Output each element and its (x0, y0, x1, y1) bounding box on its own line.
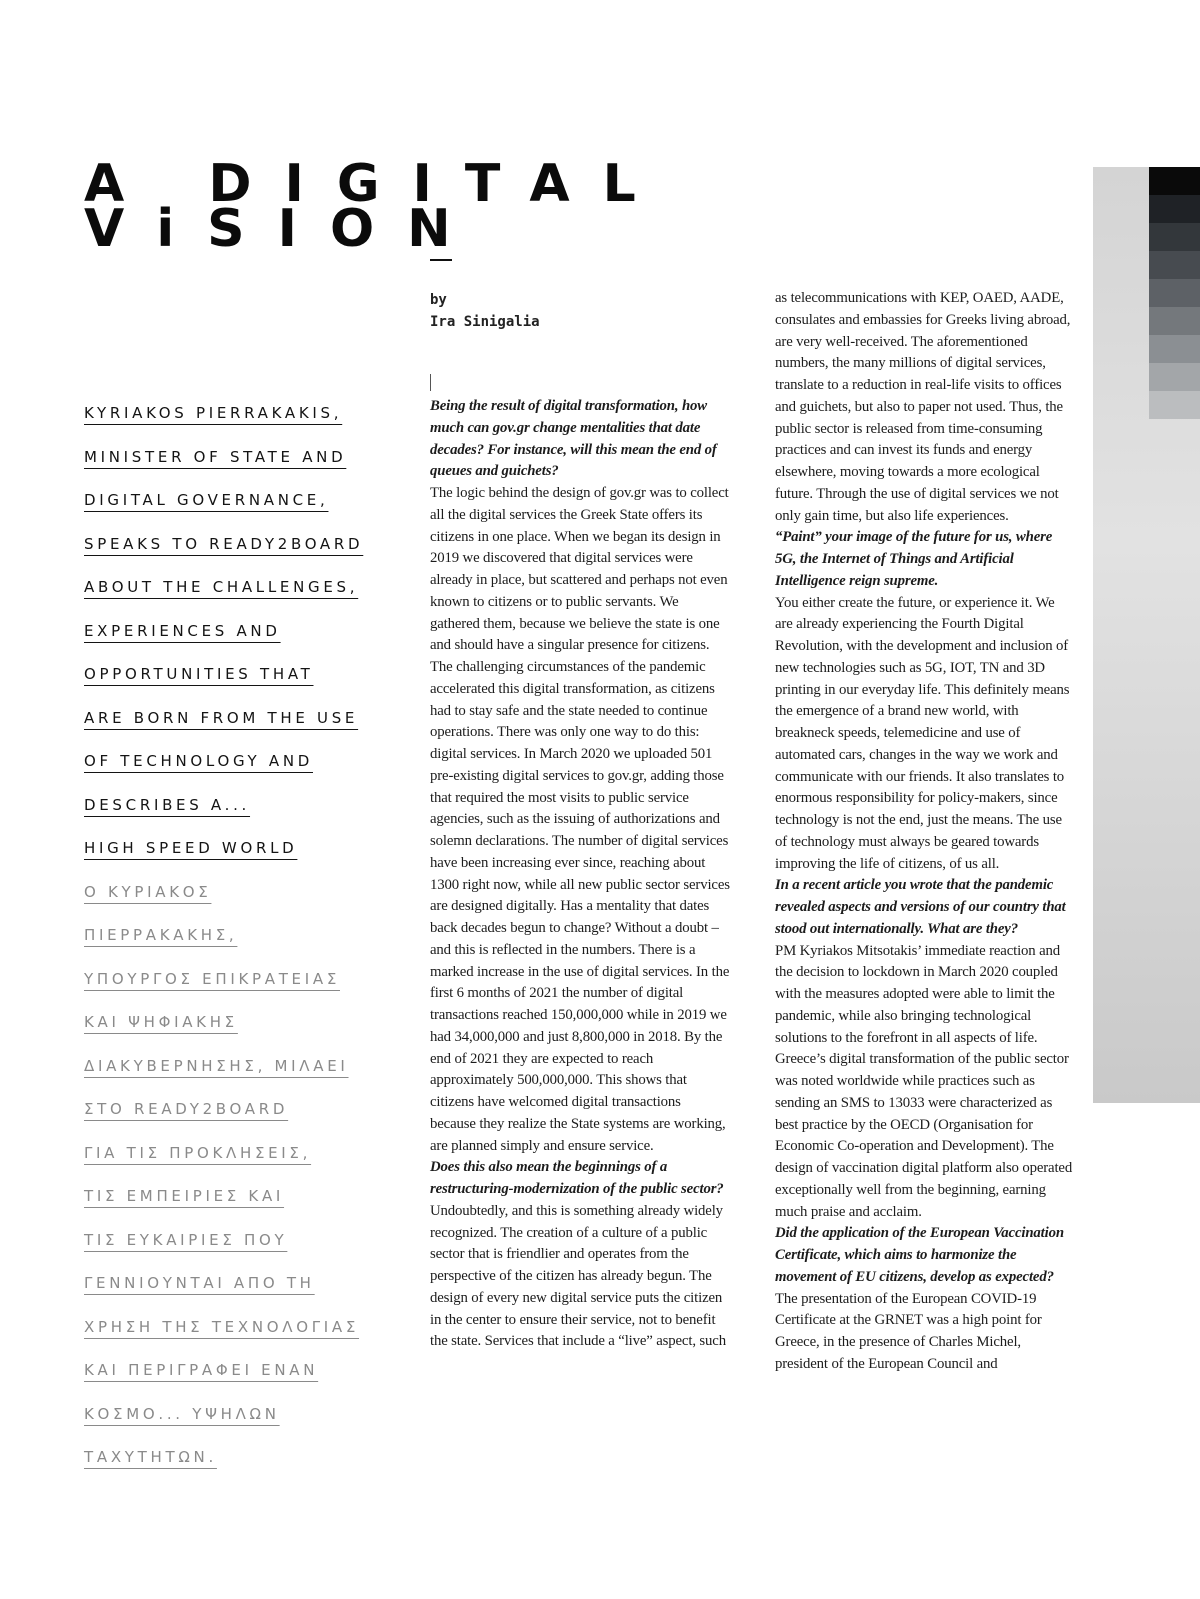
intro-line (84, 653, 384, 697)
byline (430, 289, 540, 333)
color-swatch (1149, 307, 1200, 335)
color-swatch (1149, 335, 1200, 363)
color-swatch (1149, 279, 1200, 307)
intro-line-text: EXPERIENCES AND (84, 621, 281, 640)
intro-line (84, 914, 384, 958)
interview-question: Did the application of the European Vaccination Certificate, which aims to harmonize the movement of EU citizens, develop as expected? (775, 1225, 1064, 1285)
color-swatch (1149, 223, 1200, 251)
quote-marker (430, 374, 431, 391)
intro-line-text: OF TECHNOLOGY AND (84, 752, 313, 770)
intro-line (84, 1306, 384, 1350)
intro-line-text: SPEAKS TO READY2BOARD (84, 534, 364, 553)
byline-author: Ira Sinigalia (430, 314, 540, 330)
intro-line-text: DIGITAL GOVERNANCE, (84, 491, 329, 509)
intro-line (84, 1349, 384, 1393)
intro-line-text: ΔΙΑΚΥΒΕΡΝΗΣΗΣ, ΜΙΛΑΕΙ (84, 1056, 349, 1075)
color-swatch (1149, 167, 1200, 195)
intro-line (84, 1175, 384, 1219)
title-line-1: A DIGITAL (84, 154, 669, 214)
color-swatch (1149, 391, 1200, 419)
intro-line-text: ΓΙΑ ΤΙΣ ΠΡΟΚΛΗΣΕΙΣ, (84, 1143, 312, 1162)
intro-line (84, 958, 384, 1002)
interview-question: Being the result of digital transformation, how much can gov.gr change mentalities that date decades? For instance, will this mean the end of queues and guichets? (430, 398, 717, 480)
intro-line (84, 827, 384, 871)
intro-line-text: ΤΙΣ ΕΜΠΕΙΡΙΕΣ ΚΑΙ (84, 1187, 285, 1205)
interview-question: In a recent article you wrote that the pandemic revealed aspects and versions of our country that stood out internationally. What are they? (775, 877, 1066, 937)
intro-line (84, 479, 384, 523)
article-title (84, 154, 669, 259)
intro-line-text: ΠΙΕΡΡΑΚΑΚΗΣ, (84, 926, 238, 944)
intro-line (84, 1132, 384, 1176)
interview-answer: The presentation of the European COVID-19 Certificate at the GRNET was a high point for Greece, in the presence of Charles Michel, president of the European Council and (775, 1290, 1042, 1372)
intro-line-text: Ο ΚΥΡΙΑΚΟΣ (84, 882, 212, 901)
intro-line (84, 610, 384, 654)
article-column-2 (775, 288, 1075, 1376)
intro-line-text: ΓΕΝΝΙΟΥΝΤΑΙ ΑΠΟ ΤΗ (84, 1274, 315, 1292)
intro-line (84, 1262, 384, 1306)
color-swatch (1149, 251, 1200, 279)
color-swatch-strip (1149, 167, 1200, 419)
intro-line-text: ΣΤΟ READY2BOARD (84, 1100, 289, 1118)
interview-answer: Undoubtedly, and this is something already widely recognized. The creation of a culture of a public sector that is friendlier and operates from the perspective of the citizen has already begun. The design of every new digital service puts the citizen in the center to ensure their service, not to benefit the state. Services that include a “live” aspect, such (430, 1202, 726, 1350)
color-swatch (1149, 363, 1200, 391)
intro-line (84, 392, 384, 436)
intro-line (84, 784, 384, 828)
intro-line (84, 523, 384, 567)
intro-line-text: HIGH SPEED WORLD (84, 839, 298, 857)
intro-line (84, 1219, 384, 1263)
intro-line-text: ΤΙΣ ΕΥΚΑΙΡΙΕΣ ΠΟΥ (84, 1230, 288, 1249)
intro-line-text: ABOUT THE CHALLENGES, (84, 578, 359, 596)
intro-line-text: MINISTER OF STATE AND (84, 447, 347, 466)
intro-line-text: ΧΡΗΣΗ ΤΗΣ ΤΕΧΝΟΛΟΓΙΑΣ (84, 1317, 360, 1336)
intro-line (84, 436, 384, 480)
interview-answer: The logic behind the design of gov.gr was to collect all the digital services the Greek State offers its citizens in one place. When we began its design in 2019 we discovered that digital services were already in place, but scattered and perhaps not even known to citizens or to public servants. We gathered them, because we believe the state is one and should have a singular presence for citizens. The challenging circumstances of the pandemic accelerated this digital transformation, as citizens had to stay safe and the state needed to continue operations. There was only one way to do this: digital services. In March 2020 we uploaded 501 pre-existing digital services to gov.gr, adding those that required the most visits to public service agencies, such as the issuing of authorizations and solemn declarations. The number of digital services have been increasing ever since, reaching about 1300 right now, while all new public sector services are designed digitally. Has a mentality that dates back decades begun to change? Without a doubt – and this is reflected in the numbers. There is a marked increase in the use of digital services. In the first 6 months of 2021 the number of digital transactions reached 150,000,000 while in 2019 we had 34,000,000 and just 8,800,000 in 2018. By the end of 2021 they are expected to reach approximately 500,000,000. This shows that citizens have welcomed digital transactions because they realize the State systems are working, are planned simply and ensure service. (430, 485, 730, 1154)
intro-line-text: OPPORTUNITIES THAT (84, 665, 314, 683)
intro-line-text: ARE BORN FROM THE USE (84, 708, 359, 727)
title-line-2: ViSION (84, 199, 484, 259)
interview-answer: PM Kyriakos Mitsotakis’ immediate reaction and the decision to lockdown in March 2020 coupled with the measures adopted were able to limit the pandemic, while also bringing technological solutions to the forefront in all aspects of life. Greece’s digital transformation of the public sector was noted worldwide while practices such as sending an SMS to 13033 were characterized as best practice by the OECD (Organisation for Economic Co-operation and Development). The design of vaccination digital platform also operated exceptionally well from the beginning, earning much praise and acclaim. (775, 942, 1073, 1220)
intro-line (84, 566, 384, 610)
color-swatch (1149, 195, 1200, 223)
interview-question: Does this also mean the beginnings of a restructuring-modernization of the public sector? (430, 1159, 724, 1197)
intro-line (84, 1045, 384, 1089)
intro-line-text: ΚΑΙ ΨΗΦΙΑΚΗΣ (84, 1013, 238, 1031)
intro-line-text: ΚΑΙ ΠΕΡΙΓΡΑΦΕΙ ΕΝΑΝ (84, 1361, 319, 1379)
intro-line-text: ΥΠΟΥΡΓΟΣ ΕΠΙΚΡΑΤΕΙΑΣ (84, 969, 340, 988)
interview-answer: You either create the future, or experience it. We are already experiencing the Fourth Digital Revolution, with the development and inclusion of new technologies such as 5G, IOT, TN and 3D printing in our everyday life. This definitely means the emergence of a brand new world, with breakneck speeds, telemedicine and use of automated cars, changes in the way we work and communicate with our friends. It also translates to enormous responsibility for policy-makers, since technology is not the end, just the means. The use of technology must always be geared towards improving the life of citizens, of us all. (775, 594, 1070, 872)
byline-by: by (430, 292, 447, 308)
intro-line-text: ΚΟΣΜΟ... ΥΨΗΛΩΝ (84, 1404, 280, 1423)
intro-line (84, 1001, 384, 1045)
intro-greek (84, 871, 384, 1480)
interview-answer: as telecommunications with KEP, OAED, AADE, consulates and embassies for Greeks living abroad, are very well-received. The aforementioned numbers, the many millions of digital services, translate to a reduction in real-life visits to offices and guichets, but also to paper not used. Thus, the public sector is released from time-consuming practices and can invest its funds and energy elsewhere, moving towards a more ecological future. Through the use of digital services we not only gain time, but also life experiences. (775, 290, 1071, 524)
article-column-1 (430, 396, 730, 1353)
title-dash-divider (430, 259, 452, 261)
intro-line-text: ΤΑΧΥΤΗΤΩΝ. (84, 1448, 217, 1466)
intro-line-text: DESCRIBES A... (84, 795, 251, 814)
intro-line-text: KYRIAKOS PIERRAKAKIS, (84, 404, 343, 422)
interview-question: “Paint” your image of the future for us, where 5G, the Internet of Things and Artificial Intelligence reign supreme. (775, 529, 1053, 589)
intro-english (84, 392, 384, 871)
intro-line (84, 1088, 384, 1132)
intro-line (84, 1436, 384, 1480)
intro-line (84, 740, 384, 784)
intro-line (84, 697, 384, 741)
intro-text (84, 392, 384, 1480)
intro-line (84, 1393, 384, 1437)
intro-line (84, 871, 384, 915)
